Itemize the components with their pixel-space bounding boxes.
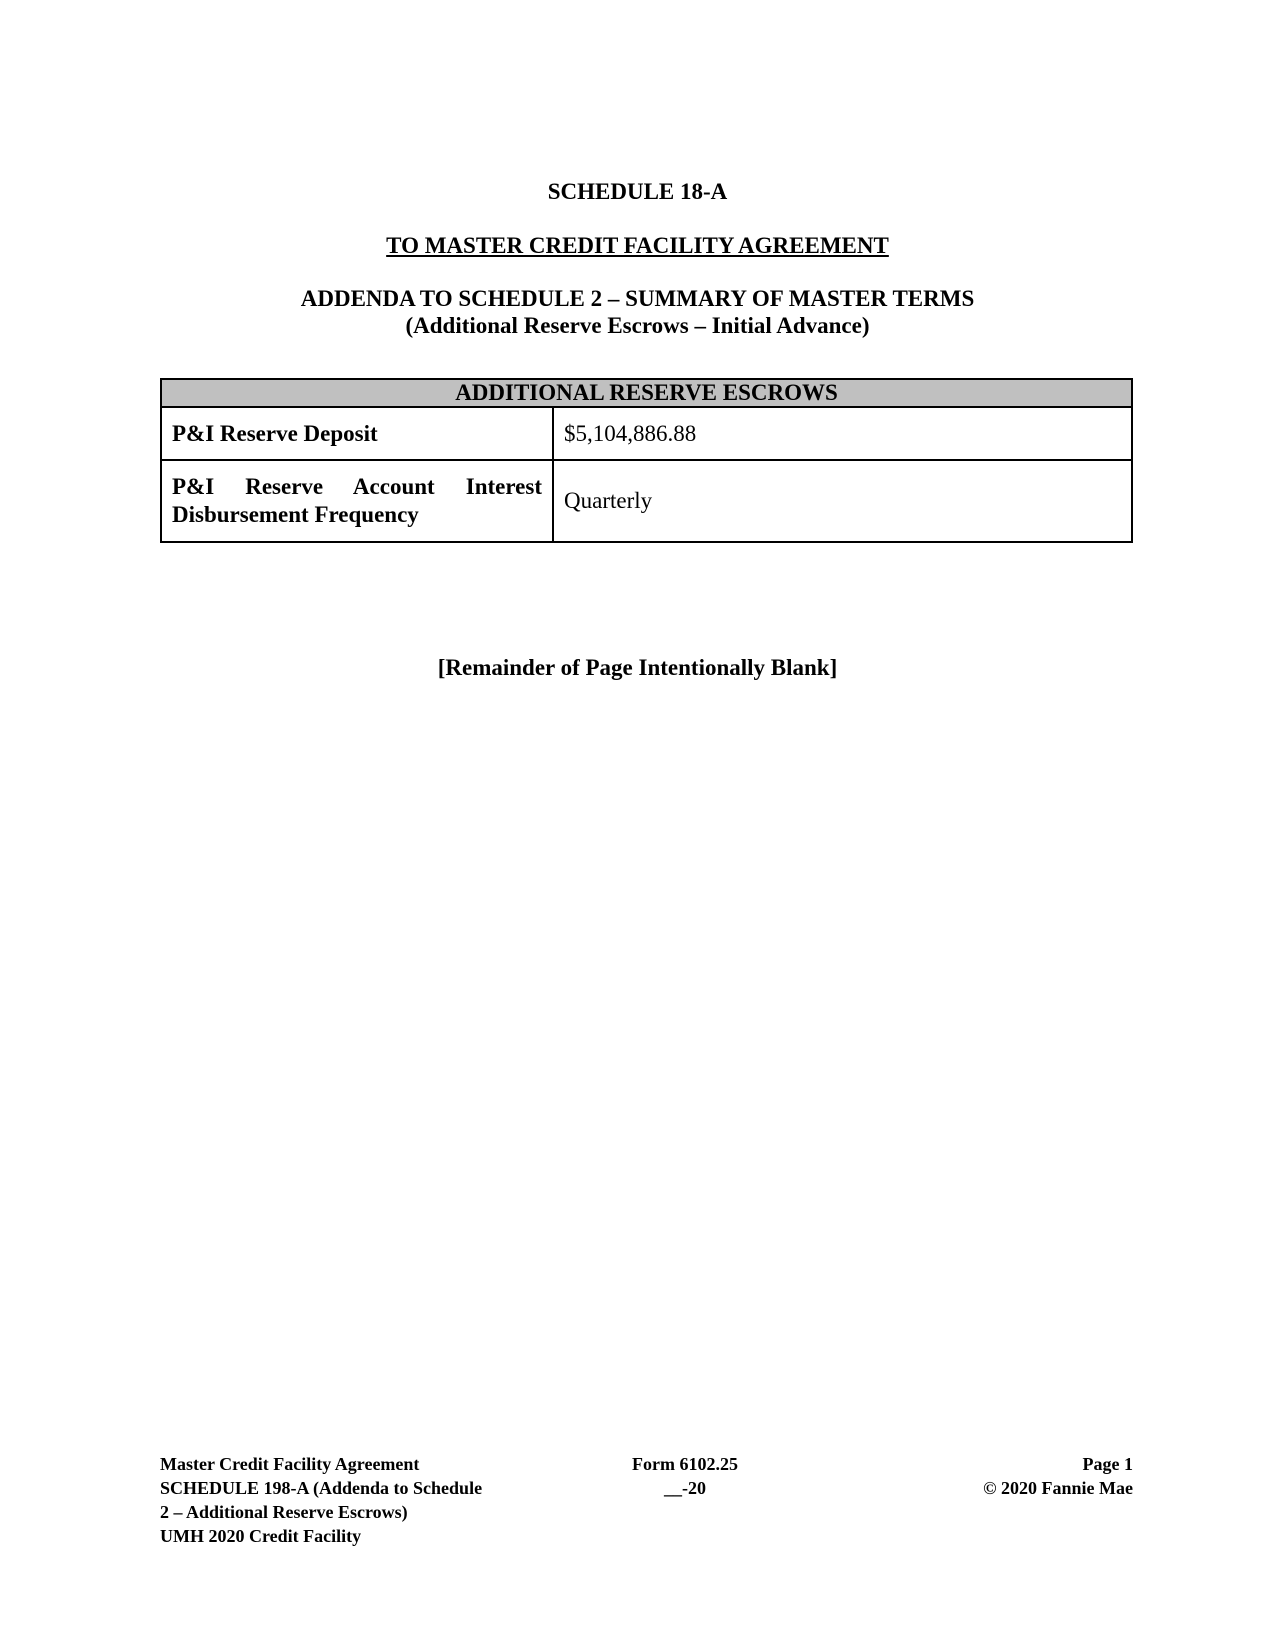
page-number: Page 1 [1082, 1454, 1133, 1474]
row-value: Quarterly [553, 460, 1132, 542]
table-header-row [161, 379, 1132, 407]
row-label: P&I Reserve Deposit [161, 407, 553, 460]
table-row [161, 407, 1132, 460]
footer-line: UMH 2020 Credit Facility [160, 1526, 362, 1546]
footer-line: Master Credit Facility Agreement [160, 1454, 420, 1474]
table-row [161, 460, 1132, 542]
footer-line: 2 – Additional Reserve Escrows) [160, 1502, 408, 1522]
reserve-escrows-table [160, 378, 1133, 543]
schedule-title: SCHEDULE 18-A [547, 179, 728, 204]
addenda-title: ADDENDA TO SCHEDULE 2 – SUMMARY OF MASTER TERMS [300, 286, 975, 311]
copyright: © 2020 Fannie Mae [983, 1478, 1133, 1498]
footer-line: SCHEDULE 198-A (Addenda to Schedule [160, 1478, 483, 1498]
row-value: $5,104,886.88 [553, 407, 1132, 460]
row-label: P&I Reserve Account Interest Disbursement Frequency [161, 460, 553, 542]
table-header: ADDITIONAL RESERVE ESCROWS [161, 379, 1132, 407]
footer-right [880, 1452, 1133, 1500]
addenda-subtitle: (Additional Reserve Escrows – Initial Advance) [405, 313, 870, 338]
form-date: __-20 [664, 1478, 706, 1498]
agreement-title: TO MASTER CREDIT FACILITY AGREEMENT [386, 233, 889, 258]
footer-center [610, 1452, 760, 1500]
remainder-note: [Remainder of Page Intentionally Blank] [437, 655, 838, 680]
footer-left [160, 1452, 580, 1548]
form-number: Form 6102.25 [632, 1454, 738, 1474]
